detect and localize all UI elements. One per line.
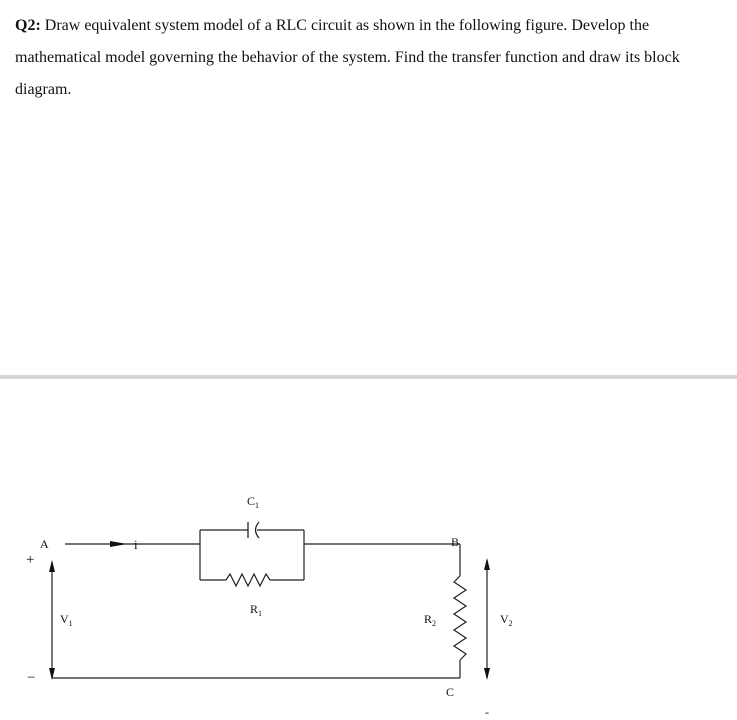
parallel-block — [200, 522, 304, 586]
minus-sign: − — [27, 670, 36, 686]
v2-arrow-bottom-icon — [484, 668, 490, 680]
current-arrow-icon — [110, 541, 127, 547]
resistor-r2-icon — [454, 576, 466, 660]
v1-label: $V_1$ — [60, 612, 73, 628]
node-c-label: C — [446, 685, 455, 699]
question-label: Q2: — [15, 17, 41, 34]
question-text — [15, 10, 715, 106]
plus-sign: + — [26, 552, 35, 568]
resistor-r1-label: $R_1$ — [250, 602, 263, 618]
question-body: Draw equivalent system model of a RLC circuit as shown in the following figure. Develop the mathematical model governing the behavior of the system. Find the transfer function and draw its block diagram. — [15, 17, 680, 98]
resistor-r2-label: $R_2$ — [424, 612, 437, 628]
node-a-label: A — [40, 537, 49, 551]
v2-arrow-top-icon — [484, 558, 490, 570]
section-divider — [0, 375, 737, 379]
capacitor-c1-label: $C_1$ — [247, 494, 260, 510]
minus-right-sign: - — [485, 705, 489, 719]
v2-label: $V_2$ — [500, 612, 513, 628]
current-label: i — [134, 537, 138, 552]
rlc-circuit-diagram — [0, 380, 737, 720]
resistor-r1-icon — [226, 574, 270, 586]
v1-arrow-top-icon — [49, 560, 55, 572]
node-b-label: B — [451, 535, 460, 549]
